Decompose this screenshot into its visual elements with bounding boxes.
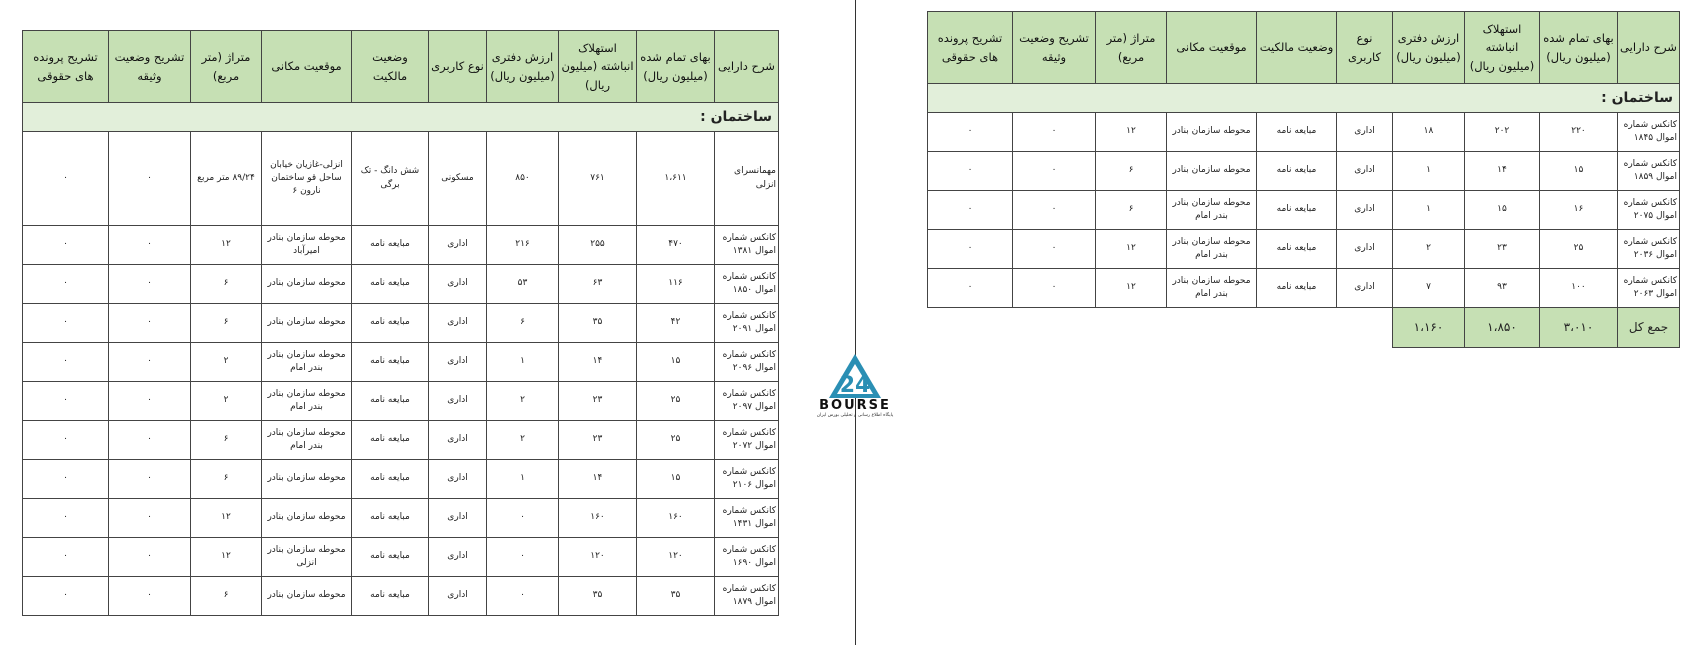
cell-usage-type: اداری [1337,113,1393,152]
cell-legal-cases: ۰ [23,343,109,382]
cell-accumulated-depreciation: ۳۵ [559,304,637,343]
cell-book-value: ۰ [487,499,559,538]
cell-book-value: ۷ [1393,269,1465,308]
table-row [23,265,779,304]
cell-ownership-status: مبایعه نامه [352,343,429,382]
table-row [23,382,779,421]
cell-accumulated-depreciation: ۷۶۱ [559,132,637,226]
header-book-value: ارزش دفتری (میلیون ریال) [487,31,559,103]
cell-location: محوطه سازمان بنادر بندر امام [1167,230,1257,269]
cell-ownership-status: مبایعه نامه [352,382,429,421]
section-row [23,103,779,132]
header-location: موقعیت مکانی [1167,12,1257,84]
cell-collateral-status: ۰ [109,499,191,538]
cell-cost: ۳۵ [637,577,715,616]
cell-book-value: ۱ [1393,152,1465,191]
logo-subtitle: پایگاه اطلاع رسانی و تحلیلی بورس ایران [816,413,894,418]
cell-location: محوطه سازمان بنادر بندر امام [1167,191,1257,230]
cell-asset-description: کانکس شماره اموال ۲۰۷۲ [715,421,779,460]
cell-book-value: ۶ [487,304,559,343]
cell-legal-cases: ۰ [928,191,1013,230]
header-accumulated-depreciation: استهلاک انباشته (میلیون ریال) [1465,12,1540,84]
table-row [23,343,779,382]
cell-cost: ۴۲ [637,304,715,343]
cell-location: محوطه سازمان بنادر [262,265,352,304]
cell-area: ۶ [1096,191,1167,230]
cell-location: محوطه سازمان بنادر بندر امام [262,343,352,382]
table-row [928,191,1680,230]
header-row [928,12,1680,84]
cell-area: ۲ [191,343,262,382]
cell-book-value: ۲ [487,421,559,460]
cell-asset-description: کانکس شماره اموال ۲۰۹۷ [715,382,779,421]
cell-legal-cases: ۰ [23,499,109,538]
logo-mark-icon [827,352,883,400]
header-asset-description: شرح دارایی [715,31,779,103]
cell-collateral-status: ۰ [109,538,191,577]
table-row [23,499,779,538]
cell-legal-cases: ۰ [23,382,109,421]
cell-asset-description: کانکس شماره اموال ۱۴۳۱ [715,499,779,538]
total-row-spacer [928,308,1393,348]
cell-accumulated-depreciation: ۶۳ [559,265,637,304]
cell-legal-cases: ۰ [23,304,109,343]
cell-location: محوطه سازمان بنادر [262,460,352,499]
cell-usage-type: اداری [429,265,487,304]
cell-accumulated-depreciation: ۲۳ [1465,230,1540,269]
cell-cost: ۱۶ [1540,191,1618,230]
cell-book-value: ۱ [1393,191,1465,230]
right-asset-table [927,11,1680,348]
cell-collateral-status: ۰ [109,226,191,265]
cell-ownership-status: مبایعه نامه [352,577,429,616]
cell-usage-type: اداری [429,226,487,265]
cell-area: ۱۲ [191,499,262,538]
cell-asset-description: کانکس شماره اموال ۱۶۹۰ [715,538,779,577]
cell-ownership-status: مبایعه نامه [352,421,429,460]
header-asset-description: شرح دارایی [1618,12,1680,84]
cell-accumulated-depreciation: ۱۵ [1465,191,1540,230]
cell-asset-description: کانکس شماره اموال ۲۰۹۱ [715,304,779,343]
cell-usage-type: اداری [429,382,487,421]
cell-book-value: ۸۵۰ [487,132,559,226]
cell-area: ۲ [191,382,262,421]
cell-usage-type: اداری [429,343,487,382]
cell-collateral-status: ۰ [109,382,191,421]
cell-ownership-status: مبایعه نامه [1257,152,1337,191]
cell-book-value: ۲۱۶ [487,226,559,265]
cell-area: ۶ [191,460,262,499]
cell-asset-description: کانکس شماره اموال ۱۸۵۰ [715,265,779,304]
total-book-value: ۱،۱۶۰ [1393,308,1465,348]
left-asset-table [22,30,779,616]
header-location: موقعیت مکانی [262,31,352,103]
cell-usage-type: اداری [429,499,487,538]
cell-cost: ۴۷۰ [637,226,715,265]
cell-book-value: ۰ [487,538,559,577]
cell-cost: ۱۵ [1540,152,1618,191]
header-area: متراژ (متر مربع) [1096,12,1167,84]
cell-book-value: ۲ [487,382,559,421]
cell-legal-cases: ۰ [23,265,109,304]
header-legal-cases: تشریح پرونده های حقوقی [928,12,1013,84]
cell-asset-description: کانکس شماره اموال ۱۸۴۵ [1618,113,1680,152]
cell-asset-description: کانکس شماره اموال ۲۱۰۶ [715,460,779,499]
table-row [928,113,1680,152]
cell-location: محوطه سازمان بنادر بندر امام [262,421,352,460]
cell-location: محوطه سازمان بنادر [262,304,352,343]
section-title: ساختمان : [928,84,1680,113]
cell-accumulated-depreciation: ۱۴ [559,460,637,499]
cell-book-value: ۲ [1393,230,1465,269]
cell-cost: ۲۲۰ [1540,113,1618,152]
cell-ownership-status: مبایعه نامه [352,265,429,304]
total-label: جمع کل [1618,308,1680,348]
cell-book-value: ۱ [487,343,559,382]
table-row [23,577,779,616]
cell-cost: ۲۵ [1540,230,1618,269]
total-row [928,308,1680,348]
cell-collateral-status: ۰ [1013,269,1096,308]
cell-usage-type: اداری [429,460,487,499]
header-cost: بهای تمام شده (میلیون ریال) [1540,12,1618,84]
cell-legal-cases: ۰ [23,132,109,226]
cell-area: ۸۹/۲۴ متر مربع [191,132,262,226]
cell-ownership-status: مبایعه نامه [1257,113,1337,152]
cell-area: ۱۲ [1096,269,1167,308]
cell-book-value: ۰ [487,577,559,616]
svg-text:24: 24 [839,373,871,398]
header-ownership-status: وضعیت مالکیت [1257,12,1337,84]
cell-accumulated-depreciation: ۲۵۵ [559,226,637,265]
cell-location: محوطه سازمان بنادر بندر امام [1167,269,1257,308]
cell-usage-type: مسکونی [429,132,487,226]
header-ownership-status: وضعیت مالکیت [352,31,429,103]
cell-ownership-status: مبایعه نامه [352,304,429,343]
table-row [928,269,1680,308]
cell-legal-cases: ۰ [23,538,109,577]
cell-usage-type: اداری [429,577,487,616]
cell-legal-cases: ۰ [928,230,1013,269]
cell-usage-type: اداری [429,304,487,343]
cell-location: انزلی-غازیان خیابان ساحل قو ساختمان نارون ۶ [262,132,352,226]
section-row [928,84,1680,113]
cell-legal-cases: ۰ [23,226,109,265]
cell-legal-cases: ۰ [23,460,109,499]
cell-usage-type: اداری [1337,191,1393,230]
cell-ownership-status: مبایعه نامه [1257,269,1337,308]
cell-legal-cases: ۰ [928,113,1013,152]
header-accumulated-depreciation: استهلاک انباشته (میلیون ریال) [559,31,637,103]
cell-cost: ۱۱۶ [637,265,715,304]
cell-accumulated-depreciation: ۹۳ [1465,269,1540,308]
cell-cost: ۱۰۰ [1540,269,1618,308]
cell-collateral-status: ۰ [109,460,191,499]
cell-asset-description: کانکس شماره اموال ۲۰۷۵ [1618,191,1680,230]
logo-text: BOURSE [819,398,891,413]
cell-area: ۱۲ [191,226,262,265]
table-row [928,152,1680,191]
cell-asset-description: کانکس شماره اموال ۱۸۷۹ [715,577,779,616]
header-usage-type: نوع کاربری [1337,12,1393,84]
cell-area: ۶ [191,577,262,616]
cell-collateral-status: ۰ [109,577,191,616]
cell-legal-cases: ۰ [23,421,109,460]
cell-legal-cases: ۰ [928,269,1013,308]
cell-legal-cases: ۰ [928,152,1013,191]
total-depreciation: ۱،۸۵۰ [1465,308,1540,348]
cell-book-value: ۵۳ [487,265,559,304]
header-legal-cases: تشریح پرونده های حقوقی [23,31,109,103]
table-row [928,230,1680,269]
cell-usage-type: اداری [429,538,487,577]
header-book-value: ارزش دفتری (میلیون ریال) [1393,12,1465,84]
table-row [23,304,779,343]
cell-usage-type: اداری [1337,230,1393,269]
cell-location: محوطه سازمان بنادر امیرآباد [262,226,352,265]
cell-collateral-status: ۰ [109,132,191,226]
cell-area: ۱۲ [1096,230,1167,269]
cell-collateral-status: ۰ [1013,113,1096,152]
cell-usage-type: اداری [1337,152,1393,191]
cell-ownership-status: مبایعه نامه [1257,191,1337,230]
page-divider [855,0,856,645]
cell-accumulated-depreciation: ۱۶۰ [559,499,637,538]
cell-cost: ۲۵ [637,421,715,460]
table-row [23,460,779,499]
cell-cost: ۱،۶۱۱ [637,132,715,226]
cell-book-value: ۱ [487,460,559,499]
cell-location: محوطه سازمان بنادر انزلی [262,538,352,577]
cell-accumulated-depreciation: ۱۴ [559,343,637,382]
cell-collateral-status: ۰ [109,265,191,304]
cell-area: ۱۲ [1096,113,1167,152]
cell-location: محوطه سازمان بنادر بندر امام [262,382,352,421]
cell-collateral-status: ۰ [109,304,191,343]
cell-location: محوطه سازمان بنادر [262,499,352,538]
cell-accumulated-depreciation: ۳۵ [559,577,637,616]
cell-collateral-status: ۰ [109,421,191,460]
cell-area: ۶ [1096,152,1167,191]
cell-accumulated-depreciation: ۱۲۰ [559,538,637,577]
cell-asset-description: مهمانسرای انزلی [715,132,779,226]
cell-ownership-status: شش دانگ - تک برگی [352,132,429,226]
table-row [23,421,779,460]
cell-cost: ۱۵ [637,343,715,382]
cell-location: محوطه سازمان بنادر [1167,152,1257,191]
section-title: ساختمان : [23,103,779,132]
cell-usage-type: اداری [1337,269,1393,308]
cell-ownership-status: مبایعه نامه [1257,230,1337,269]
cell-ownership-status: مبایعه نامه [352,538,429,577]
cell-asset-description: کانکس شماره اموال ۱۸۵۹ [1618,152,1680,191]
cell-accumulated-depreciation: ۱۴ [1465,152,1540,191]
header-cost: بهای تمام شده (میلیون ریال) [637,31,715,103]
cell-asset-description: کانکس شماره اموال ۲۰۹۶ [715,343,779,382]
cell-cost: ۱۲۰ [637,538,715,577]
cell-collateral-status: ۰ [1013,230,1096,269]
cell-cost: ۱۵ [637,460,715,499]
cell-area: ۶ [191,304,262,343]
cell-collateral-status: ۰ [109,343,191,382]
bourse-logo [810,352,900,426]
header-collateral-status: تشریح وضعیت وثیقه [1013,12,1096,84]
cell-ownership-status: مبایعه نامه [352,499,429,538]
cell-ownership-status: مبایعه نامه [352,226,429,265]
cell-collateral-status: ۰ [1013,191,1096,230]
cell-cost: ۲۵ [637,382,715,421]
cell-asset-description: کانکس شماره اموال ۲۰۶۳ [1618,269,1680,308]
cell-accumulated-depreciation: ۲۳ [559,421,637,460]
cell-location: محوطه سازمان بنادر [262,577,352,616]
cell-collateral-status: ۰ [1013,152,1096,191]
header-usage-type: نوع کاربری [429,31,487,103]
cell-asset-description: کانکس شماره اموال ۲۰۳۶ [1618,230,1680,269]
cell-area: ۶ [191,265,262,304]
cell-accumulated-depreciation: ۲۰۲ [1465,113,1540,152]
header-collateral-status: تشریح وضعیت وثیقه [109,31,191,103]
total-cost: ۳،۰۱۰ [1540,308,1618,348]
cell-location: محوطه سازمان بنادر [1167,113,1257,152]
header-row [23,31,779,103]
cell-usage-type: اداری [429,421,487,460]
cell-book-value: ۱۸ [1393,113,1465,152]
table-row [23,538,779,577]
cell-area: ۶ [191,421,262,460]
table-row [23,226,779,265]
cell-legal-cases: ۰ [23,577,109,616]
cell-accumulated-depreciation: ۲۳ [559,382,637,421]
cell-asset-description: کانکس شماره اموال ۱۳۸۱ [715,226,779,265]
table-row [23,132,779,226]
cell-ownership-status: مبایعه نامه [352,460,429,499]
header-area: متراژ (متر مربع) [191,31,262,103]
cell-area: ۱۲ [191,538,262,577]
cell-cost: ۱۶۰ [637,499,715,538]
